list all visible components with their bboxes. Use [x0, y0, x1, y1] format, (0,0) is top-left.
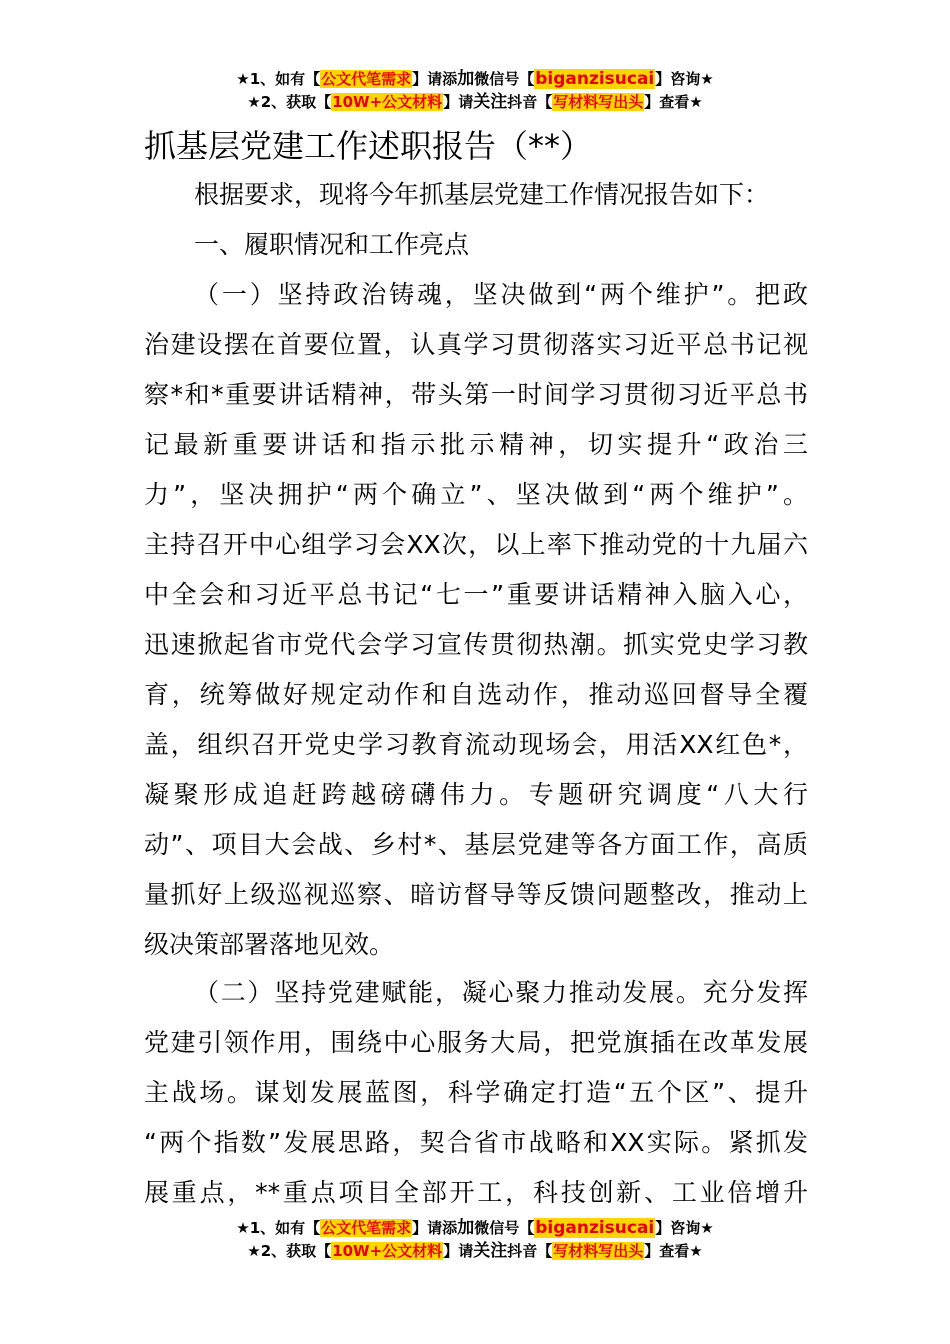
paragraph-line: 察*和*重要讲话精神，带头第一时间学习贯彻习近平总书	[144, 380, 808, 409]
banner-text: 】请添	[412, 1219, 458, 1237]
document-title: 抓基层党建工作述职报告（**）	[144, 127, 593, 165]
bottom-banner	[0, 1217, 950, 1263]
banner-line-1	[0, 68, 950, 91]
paragraph-line: 迅速掀起省市党代会学习宣传贯彻热潮。抓实党史学习教	[144, 630, 808, 659]
paragraph-line: 动”、项目大会战、乡村*、基层党建等各方面工作，高质	[144, 830, 808, 859]
banner-highlight-materials: 10W+公文材料	[332, 1242, 443, 1260]
banner-text: ★1、如有【	[236, 1219, 321, 1237]
banner-line-2	[0, 1240, 950, 1263]
intro-line: 根据要求，现将今年抓基层党建工作情况报告如下：	[194, 180, 770, 209]
banner-text: ★1、如有【	[236, 70, 321, 88]
banner-text: 】咨询★	[655, 1219, 714, 1237]
banner-highlight-wechat-id: biganzisucai	[535, 1218, 655, 1238]
paragraph-line: 记最新重要讲话和指示批示精神，切实提升“政治三	[144, 430, 808, 459]
banner-highlight-douyin: 写材料写出头	[553, 1242, 644, 1260]
banner-text: 】查看★	[644, 93, 703, 111]
paragraph-line: 中全会和习近平总书记“七一”重要讲话精神入脑入心，	[144, 580, 808, 609]
banner-text: 】查看★	[644, 1242, 703, 1260]
banner-emphasis: 加	[457, 69, 475, 89]
section-heading	[144, 220, 808, 270]
banner-line-2	[0, 91, 950, 114]
banner-highlight-materials: 10W+公文材料	[332, 93, 443, 111]
banner-emphasis: 关注	[473, 1241, 508, 1261]
banner-text: 抖音【	[507, 1242, 553, 1260]
banner-text: ★2、获取【	[247, 93, 332, 111]
paragraph-line: 级决策部署落地见效。	[144, 930, 395, 959]
banner-text: ★2、获取【	[247, 1242, 332, 1260]
paragraph-1	[144, 270, 808, 970]
paragraph-line: 治建设摆在首要位置，认真学习贯彻落实习近平总书记视	[144, 330, 808, 359]
paragraph-line: 主战场。谋划发展蓝图，科学确定打造“五个区”、提升	[144, 1078, 808, 1107]
banner-text: 】请	[443, 1242, 474, 1260]
paragraph-line: 党建引领作用，围绕中心服务大局，把党旗插在改革发展	[144, 1028, 808, 1057]
banner-emphasis: 关注	[473, 92, 508, 112]
banner-text: 】请添	[412, 70, 458, 88]
banner-highlight-wechat-id: biganzisucai	[535, 69, 655, 89]
banner-text: 微信号【	[474, 1219, 535, 1237]
banner-emphasis: 加	[457, 1218, 475, 1238]
paragraph-line: （二）坚持党建赋能，凝心聚力推动发展。充分发挥	[194, 978, 808, 1007]
paragraph-line: 育，统筹做好规定动作和自选动作，推动巡回督导全覆	[144, 680, 808, 709]
banner-text: 】请	[443, 93, 474, 111]
paragraph-line: “两个指数”发展思路，契合省市战略和XX实际。紧抓发	[144, 1128, 808, 1157]
banner-highlight-douyin: 写材料写出头	[553, 93, 644, 111]
banner-text: 微信号【	[474, 70, 535, 88]
paragraph-line: 力”，坚决拥护“两个确立”、坚决做到“两个维护”。	[144, 480, 808, 509]
paragraph-line: 凝聚形成追赶跨越磅礴伟力。专题研究调度“八大行	[144, 780, 808, 809]
intro-paragraph	[144, 170, 808, 220]
paragraph-line: 主持召开中心组学习会XX次，以上率下推动党的十九届六	[144, 530, 808, 559]
banner-line-1	[0, 1217, 950, 1240]
paragraph-line: 展重点，**重点项目全部开工，科技创新、工业倍增升	[144, 1178, 808, 1207]
paragraph-line: 量抓好上级巡视巡察、暗访督导等反馈问题整改，推动上	[144, 880, 808, 909]
section-heading-text: 一、履职情况和工作亮点	[194, 230, 470, 259]
paragraph-line: （一）坚持政治铸魂，坚决做到“两个维护”。把政	[194, 280, 808, 309]
banner-highlight-service: 公文代笔需求	[321, 1219, 412, 1237]
paragraph-line: 盖，组织召开党史学习教育流动现场会，用活XX红色*，	[144, 730, 808, 759]
banner-highlight-service: 公文代笔需求	[321, 70, 412, 88]
paragraph-2	[144, 968, 808, 1218]
banner-text: 】咨询★	[655, 70, 714, 88]
top-banner	[0, 68, 950, 114]
banner-text: 抖音【	[507, 93, 553, 111]
